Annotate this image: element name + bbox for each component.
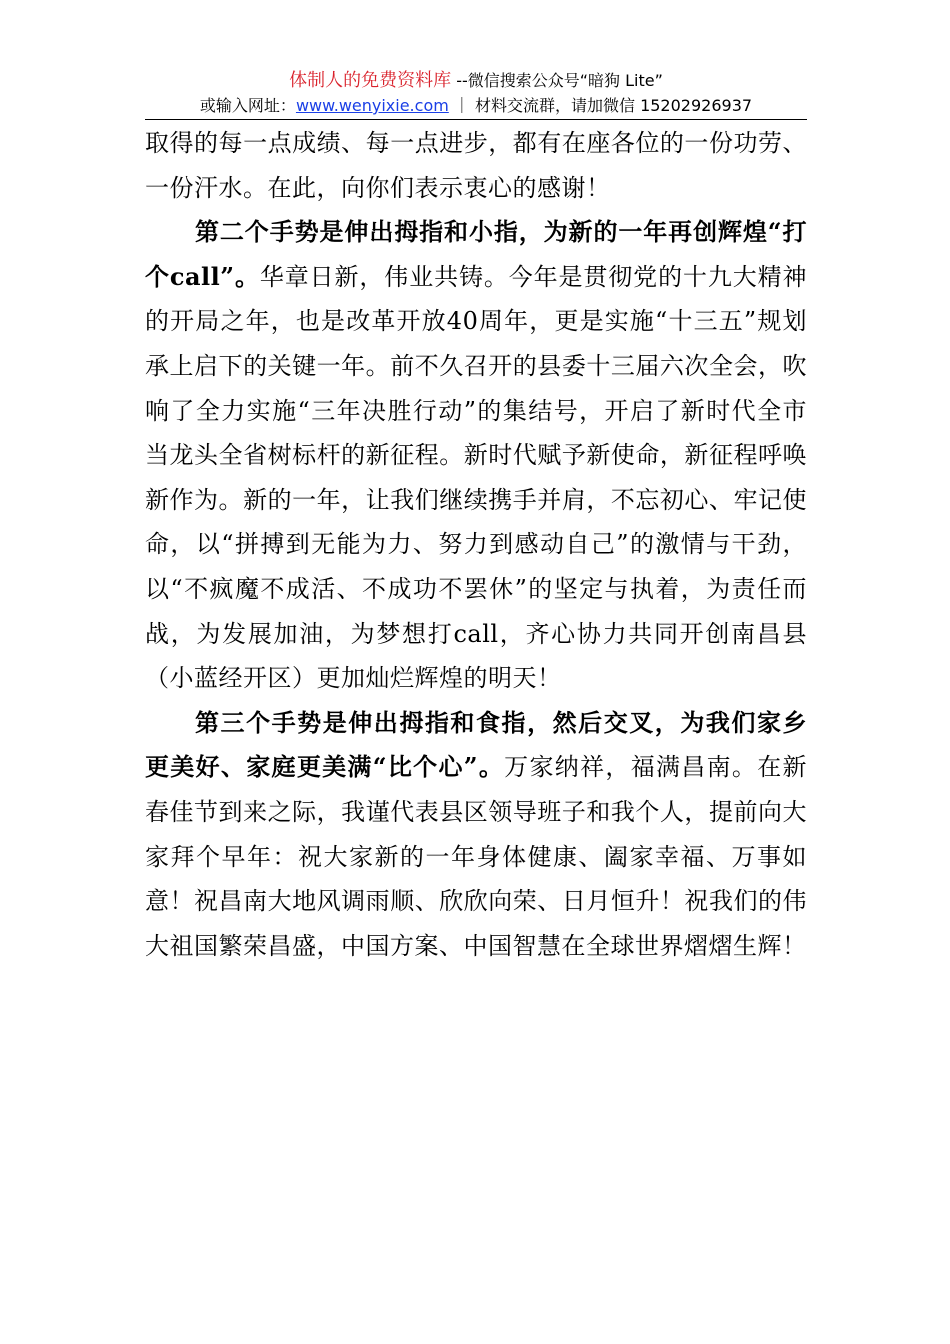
header-title-line bbox=[145, 68, 807, 94]
header-subtitle: --微信搜索公众号“暗狗 Lite” bbox=[451, 71, 663, 90]
website-link[interactable]: www.wenyixie.com bbox=[295, 96, 449, 115]
paragraph-heading-second-gesture: 第二个手势是伸出拇指和小指，为新的一年再创辉煌“打个call”。 bbox=[145, 217, 807, 291]
brand-title: 体制人的免费资料库 bbox=[289, 70, 452, 91]
paragraph-text-third-gesture: 万家纳祥，福满昌南。在新春佳节到来之际，我谨代表县区领导班子和我个人，提前向大家拜个早年：祝大家新的一年身体健康、阖家幸福、万事如意！祝昌南大地风调雨顺、欣欣向荣、日月恒升！祝我们的伟大祖国繁荣昌盛，中国方案、中国智慧在全球世界熠熠生辉！ bbox=[145, 753, 808, 960]
paragraph-continued: 取得的每一点成绩、每一点进步，都有在座各位的一份功劳、一份汗水。在此，向你们表示衷心的感谢！ bbox=[145, 129, 807, 202]
contact-info: ｜ 材料交流群，请加微信 15202926937 bbox=[448, 96, 753, 115]
paragraph-second-gesture bbox=[145, 210, 807, 701]
header-divider bbox=[145, 119, 807, 120]
document-body bbox=[145, 121, 807, 968]
url-prefix: 或输入网址： bbox=[199, 96, 296, 115]
paragraph-heading-third-gesture: 第三个手势是伸出拇指和食指，然后交叉，为我们家乡更美好、家庭更美满“比个心”。 bbox=[145, 707, 807, 782]
page-header bbox=[145, 68, 807, 118]
paragraph-third-gesture bbox=[145, 701, 807, 969]
paragraph-text-second-gesture: 华章日新，伟业共铸。今年是贯彻党的十九大精神的开局之年，也是改革开放40周年，更是实施“十三五”规划承上启下的关键一年。前不久召开的县委十三届六次全会，吹响了全力实施“三年决胜行动”的集结号，开启了新时代全市当龙头全省树标杆的新征程。新时代赋予新使命，新征程呼唤新作为。新的一年，让我们继续携手并肩，不忘初心、牢记使命，以“拼搏到无能为力、努力到感动自己”的激情与干劲，以“不疯魔不成活、不成功不罢休”的坚定与执着，为责任而战，为发展加油，为梦想打call，齐心协力共同开创南昌县（小蓝经开区）更加灿烂辉煌的明天！ bbox=[145, 262, 808, 693]
header-contact-line bbox=[145, 94, 807, 118]
